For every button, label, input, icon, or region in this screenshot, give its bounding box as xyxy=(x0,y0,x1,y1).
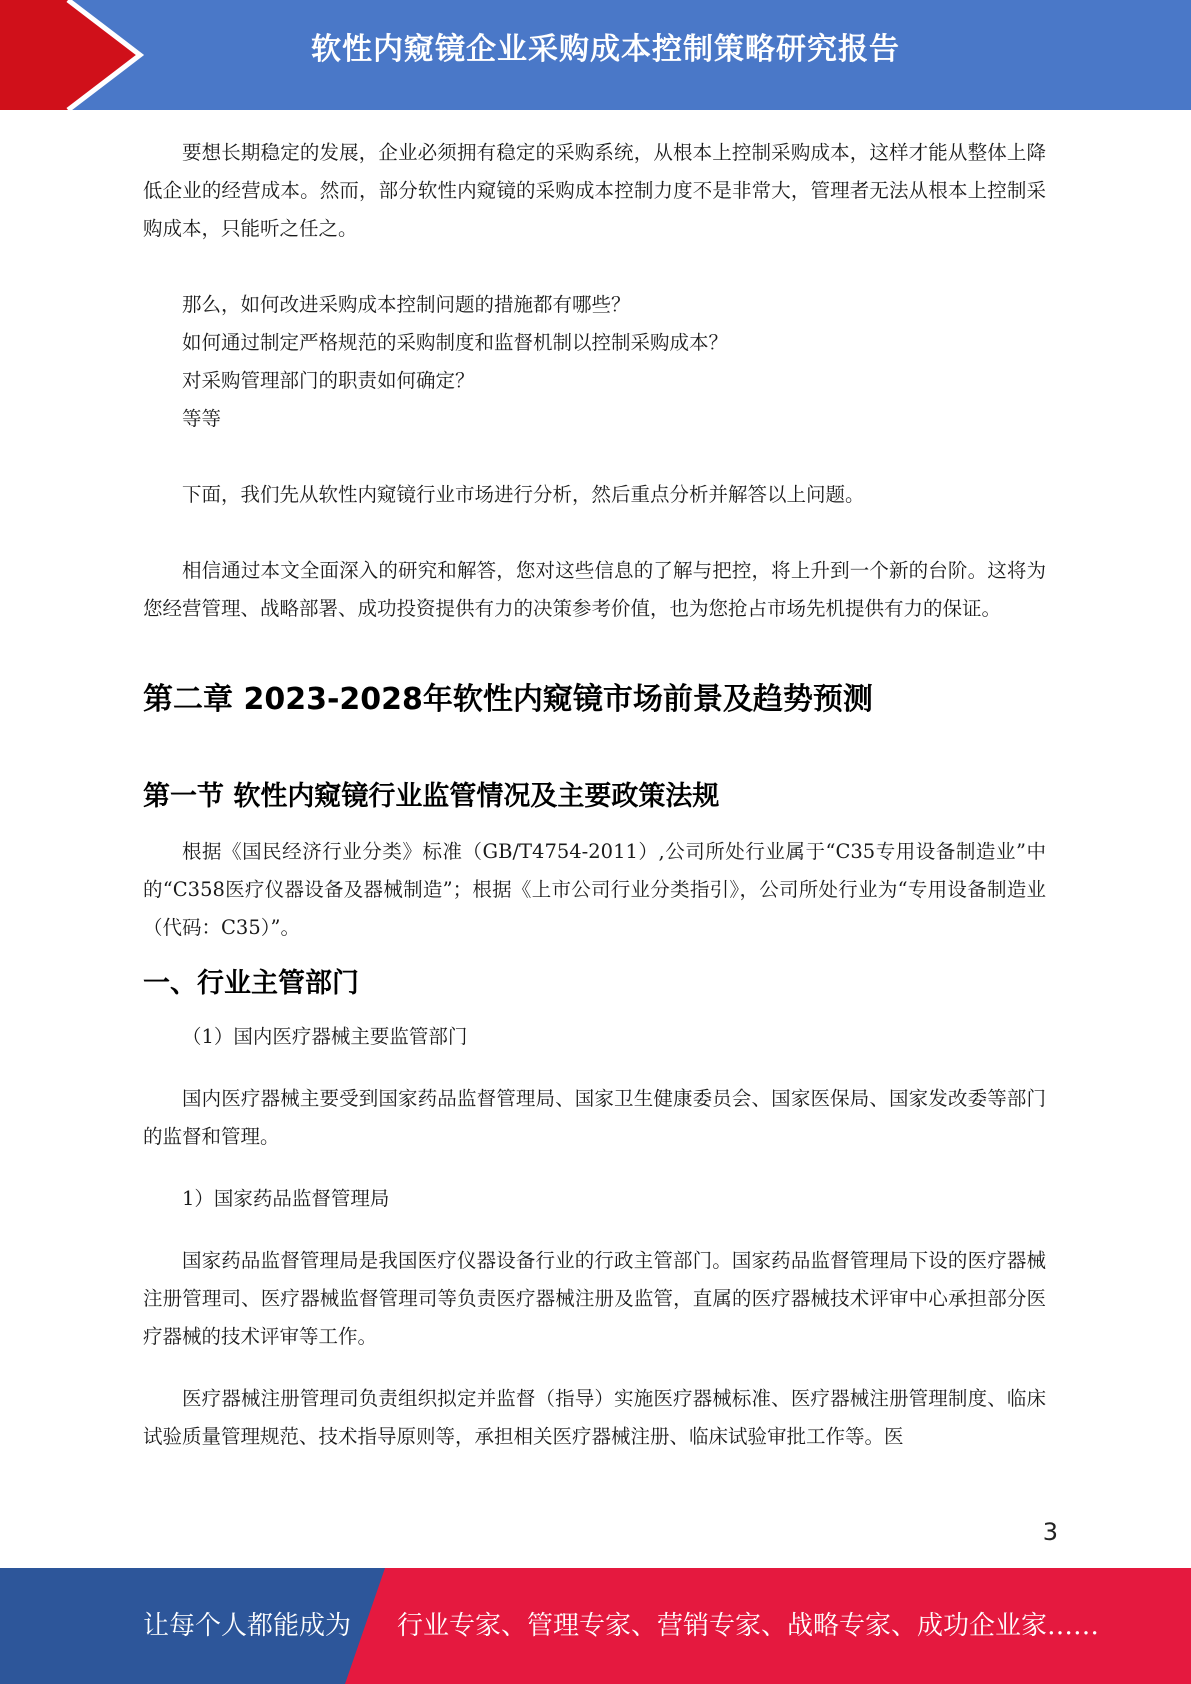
chapter-title: 第二章 2023-2028年软性内窥镜市场前景及趋势预测 xyxy=(143,682,873,717)
page-header xyxy=(0,0,1191,110)
question-2: 如何通过制定严格规范的采购制度和监督机制以控制采购成本？ xyxy=(182,331,729,354)
section-paragraph-4: 医疗器械注册管理司负责组织拟定并监督（指导）实施医疗器械标准、医疗器械注册管理制度、临床试验质量管理规范、技术指导原则等，承担相关医疗器械注册、临床试验审批工作等。医 xyxy=(143,1387,1046,1448)
subsection-title: 一、行业主管部门 xyxy=(143,968,359,999)
report-title: 软性内窥镜企业采购成本控制策略研究报告 xyxy=(311,32,900,67)
section-paragraph-2: 国内医疗器械主要受到国家药品监督管理局、国家卫生健康委员会、国家医保局、国家发改委等部门的监督和管理。 xyxy=(143,1087,1046,1148)
item-heading-2: 1）国家药品监督管理局 xyxy=(182,1187,390,1210)
question-3: 对采购管理部门的职责如何确定？ xyxy=(182,369,475,392)
section-paragraph-1: 根据《国民经济行业分类》标准（GB/T4754-2011）,公司所处行业属于“C35专用设备制造业”中的“C358医疗仪器设备及器械制造”；根据《上市公司行业分类指引》，公司所处行业为“专用设备制造业（代码：C35）”。 xyxy=(143,840,1046,939)
section-title: 第一节 软性内窥镜行业监管情况及主要政策法规 xyxy=(143,781,720,812)
intro-paragraph-1: 要想长期稳定的发展，企业必须拥有稳定的采购系统，从根本上控制采购成本，这样才能从整体上降低企业的经营成本。然而，部分软性内窥镜的采购成本控制力度不是非常大，管理者无法从根本上控制采购成本，只能听之任之。 xyxy=(143,141,1046,240)
footer-slogan-left: 让每个人都能成为 xyxy=(143,1611,352,1641)
footer-slogan-right: 行业专家、管理专家、营销专家、战略专家、成功企业家…… xyxy=(397,1611,1100,1641)
question-1: 那么，如何改进采购成本控制问题的措施都有哪些？ xyxy=(182,293,631,316)
intro-paragraph-2: 下面，我们先从软性内窥镜行业市场进行分析，然后重点分析并解答以上问题。 xyxy=(182,483,865,506)
page-footer xyxy=(0,1568,1191,1684)
document-body xyxy=(143,134,1046,1456)
question-4: 等等 xyxy=(182,407,222,430)
intro-paragraph-3: 相信通过本文全面深入的研究和解答，您对这些信息的了解与把控，将上升到一个新的台阶。这将为您经营管理、战略部署、成功投资提供有力的决策参考价值，也为您抢占市场先机提供有力的保证。 xyxy=(143,559,1046,620)
page-number: 3 xyxy=(1042,1518,1058,1546)
item-heading-1: （1）国内医疗器械主要监管部门 xyxy=(182,1025,468,1048)
section-paragraph-3: 国家药品监督管理局是我国医疗仪器设备行业的行政主管部门。国家药品监督管理局下设的医疗器械注册管理司、医疗器械监督管理司等负责医疗器械注册及监管，直属的医疗器械技术评审中心承担部分医疗器械的技术评审等工作。 xyxy=(143,1249,1046,1348)
